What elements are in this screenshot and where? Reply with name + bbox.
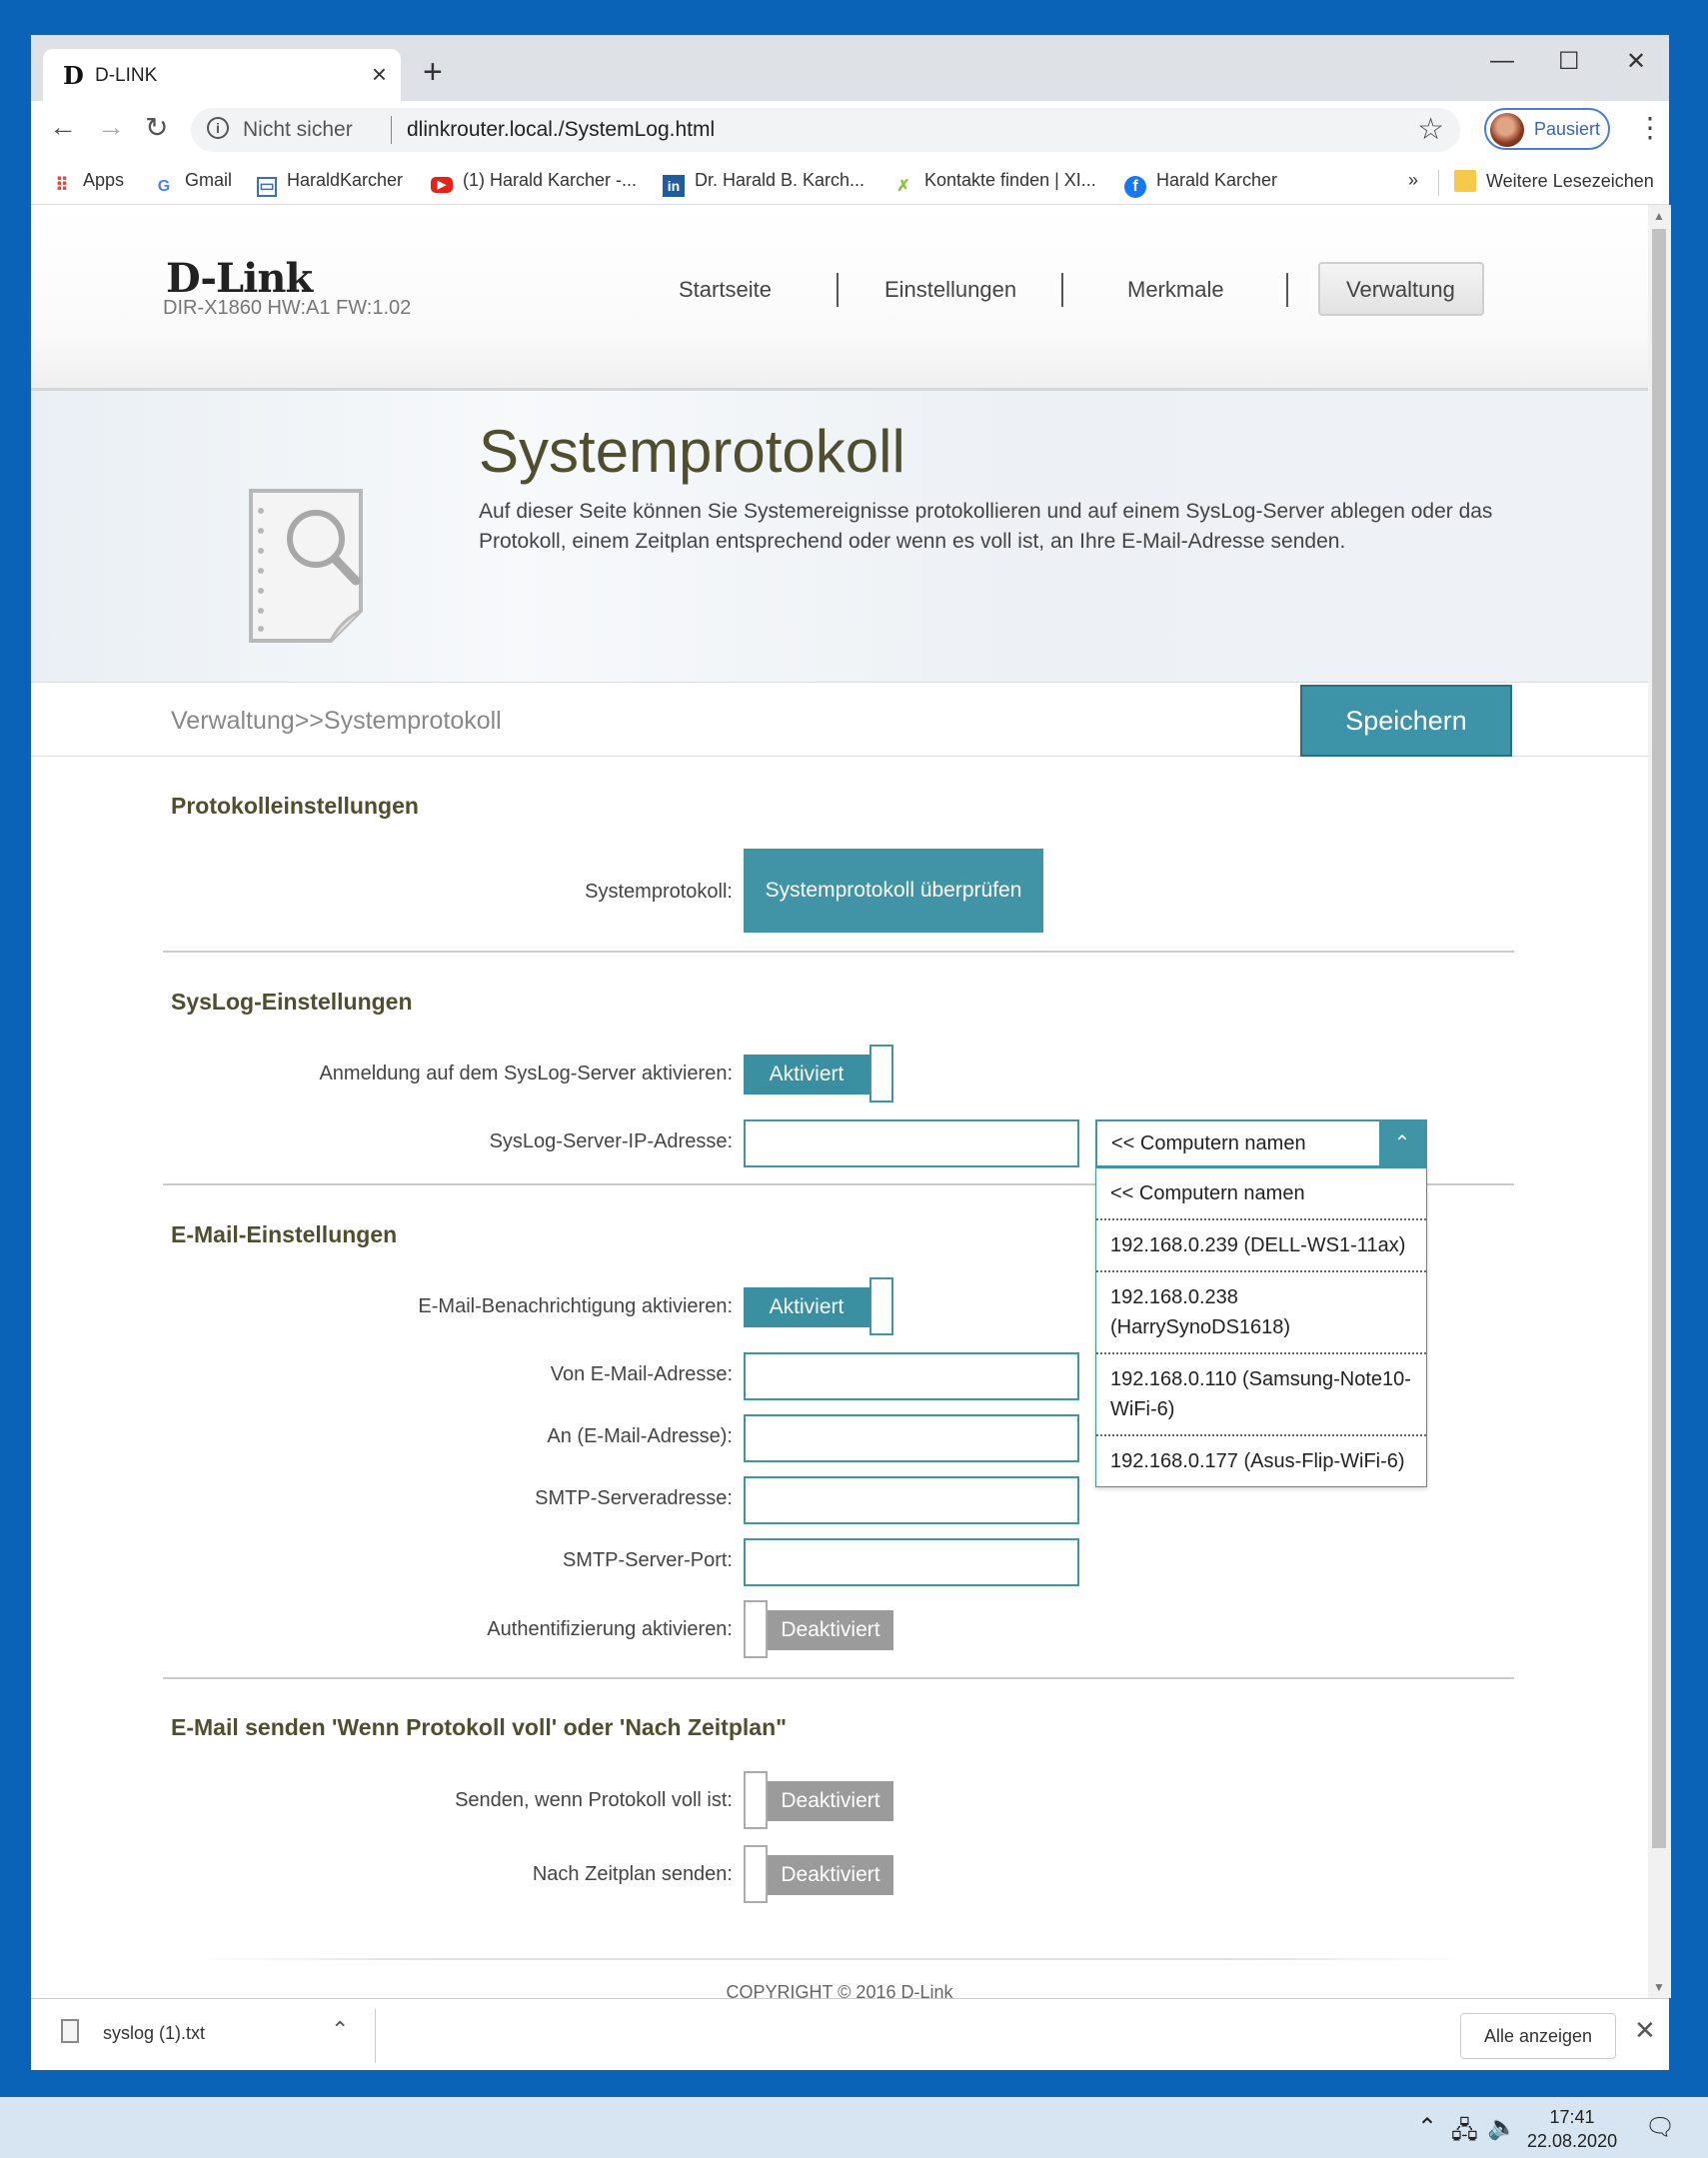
bookmark-facebook[interactable]: f Harald Karcher — [1124, 170, 1277, 198]
bookmark-xing[interactable]: ✗ Kontakte finden | XI... — [892, 170, 1096, 198]
tray-chevron-icon[interactable]: ⌃ — [1417, 2114, 1438, 2141]
dropdown-option[interactable]: << Computern namen — [1096, 1168, 1426, 1220]
nav-startseite[interactable]: Startseite — [679, 277, 772, 302]
smtp-port-label: SMTP-Server-Port: — [562, 1549, 733, 1571]
scroll-thumb[interactable] — [1652, 229, 1666, 1848]
bookmarks-divider — [1438, 170, 1439, 196]
auth-label: Authentifizierung aktivieren: — [487, 1618, 733, 1640]
page-scrollbar[interactable] — [1648, 205, 1671, 1998]
toggle-state: Deaktiviert — [768, 1781, 893, 1821]
profile-status: Pausiert — [1534, 119, 1601, 139]
email-to-input[interactable] — [744, 1414, 1079, 1462]
toggle-state: Deaktiviert — [768, 1610, 893, 1650]
smtp-server-input[interactable] — [744, 1476, 1079, 1524]
dropdown-option[interactable]: 192.168.0.110 (Samsung-Note10-WiFi-6) — [1096, 1354, 1426, 1436]
toggle-state: Deaktiviert — [768, 1855, 893, 1895]
url-text[interactable]: dlinkrouter.local./SystemLog.html — [407, 118, 716, 141]
bookmark-other-folder[interactable]: Weitere Lesezeichen — [1454, 170, 1654, 192]
tab-close-icon[interactable]: × — [371, 59, 387, 89]
systemlog-label: Systemprotokoll: — [585, 881, 733, 903]
system-clock[interactable] — [1527, 2105, 1617, 2153]
section-title-log: Protokolleinstellungen — [171, 793, 419, 819]
email-notify-toggle[interactable] — [744, 1277, 893, 1335]
smtp-server-label: SMTP-Serveradresse: — [535, 1487, 733, 1509]
section-divider — [163, 1677, 1514, 1679]
toggle-state: Aktiviert — [744, 1287, 869, 1327]
hero-banner — [31, 391, 1648, 683]
notification-icon[interactable]: 🗨 — [1645, 2114, 1676, 2141]
section-title-email: E-Mail-Einstellungen — [171, 1221, 398, 1247]
bookmarks-bar — [31, 161, 1669, 205]
network-icon[interactable]: 🖧 — [1451, 2117, 1478, 2144]
email-notify-label: E-Mail-Benachrichtigung aktivieren: — [418, 1295, 733, 1317]
bookmark-gmail[interactable]: G Gmail — [153, 170, 232, 198]
download-filename[interactable]: syslog (1).txt — [103, 2023, 206, 2043]
section-divider — [163, 951, 1514, 953]
syslog-ip-input[interactable] — [744, 1119, 1079, 1167]
breadcrumb: Verwaltung>>Systemprotokoll — [171, 707, 502, 735]
clock-time: 17:41 — [1549, 2107, 1595, 2127]
save-button[interactable]: Speichern — [1300, 685, 1512, 757]
document-search-icon — [231, 481, 371, 651]
send-schedule-toggle[interactable] — [744, 1845, 893, 1903]
browser-menu-icon[interactable]: ⋮ — [1636, 112, 1664, 143]
send-full-label: Senden, wenn Protokoll voll ist: — [455, 1789, 733, 1811]
maximize-icon[interactable]: ☐ — [1558, 48, 1580, 75]
show-all-downloads-button[interactable]: Alle anzeigen — [1460, 2013, 1616, 2059]
scroll-down-icon[interactable]: ▼ — [1653, 1980, 1665, 1994]
nav-einstellungen[interactable]: Einstellungen — [884, 277, 1017, 302]
tab-strip — [31, 35, 1669, 101]
dropdown-option[interactable]: 192.168.0.239 (DELL-WS1-11ax) — [1096, 1220, 1426, 1272]
facebook-icon: f — [1124, 176, 1146, 198]
chevron-up-icon[interactable]: ⌃ — [1379, 1121, 1425, 1165]
bookmark-youtube[interactable]: ▶ (1) Harald Karcher -... — [431, 170, 637, 193]
email-from-input[interactable] — [744, 1352, 1079, 1400]
folder-icon — [1454, 170, 1476, 192]
bookmark-apps[interactable]: ⠿ Apps — [51, 170, 124, 196]
file-icon — [61, 2019, 79, 2043]
security-label: Nicht sicher — [243, 118, 353, 141]
dlink-favicon-icon: D — [63, 61, 84, 90]
dropdown-option[interactable]: 192.168.0.177 (Asus-Flip-WiFi-6) — [1110, 1450, 1405, 1472]
syslog-ip-label: SysLog-Server-IP-Adresse: — [489, 1130, 733, 1152]
new-tab-icon[interactable]: + — [423, 53, 443, 91]
windows-taskbar — [0, 2097, 1708, 2158]
router-header — [31, 205, 1648, 391]
footer-divider — [191, 1958, 1470, 1960]
syslog-enable-label: Anmeldung auf dem SysLog-Server aktivieren: — [319, 1063, 733, 1084]
bookmark-haraldkarcher[interactable]: ▭ HaraldKarcher — [257, 170, 403, 197]
tab-title: D-LINK — [95, 65, 158, 86]
tab-dlink[interactable] — [43, 49, 401, 101]
router-model: DIR-X1860 HW:A1 FW:1.02 — [163, 297, 412, 319]
toggle-knob — [744, 1600, 768, 1658]
computer-name-dropdown[interactable] — [1095, 1119, 1427, 1167]
dropdown-selected: << Computern namen — [1111, 1132, 1306, 1154]
dropdown-option[interactable]: 192.168.0.238 (HarrySynoDS1618) — [1096, 1272, 1426, 1354]
page-description: Auf dieser Seite können Sie Systemereignisse protokollieren und auf einem SysLog-Server ablegen oder das Protokoll, einem Zeitplan entsprechend oder wenn es voll ist, an Ihre E-Mail-Adresse senden. — [479, 500, 1493, 553]
dropdown-list — [1095, 1167, 1427, 1487]
nav-merkmale[interactable]: Merkmale — [1127, 277, 1224, 302]
check-systemlog-button[interactable]: Systemprotokoll überprüfen — [744, 849, 1043, 933]
volume-icon[interactable]: 🔈 — [1487, 2114, 1517, 2141]
nav-divider — [837, 273, 839, 307]
address-toolbar — [31, 101, 1669, 161]
page-icon: ▭ — [257, 177, 277, 197]
toggle-knob — [744, 1771, 768, 1829]
send-schedule-label: Nach Zeitplan senden: — [532, 1863, 733, 1885]
nav-verwaltung-label: Verwaltung — [1346, 277, 1455, 302]
page-content — [31, 205, 1648, 1998]
linkedin-icon: in — [663, 175, 685, 197]
bookmark-linkedin[interactable]: in Dr. Harald B. Karch... — [663, 170, 864, 197]
nav-divider — [1061, 273, 1063, 307]
minimize-icon[interactable]: — — [1490, 47, 1514, 74]
xing-icon: ✗ — [896, 178, 910, 195]
syslog-enable-toggle[interactable] — [744, 1045, 893, 1102]
smtp-port-input[interactable] — [744, 1538, 1079, 1586]
auth-toggle[interactable] — [744, 1600, 893, 1658]
close-window-icon[interactable]: ✕ — [1626, 48, 1647, 75]
address-bar[interactable] — [191, 108, 1460, 152]
browser-window — [30, 34, 1670, 2069]
toggle-state: Aktiviert — [744, 1055, 869, 1094]
section-title-send: E-Mail senden 'Wenn Protokoll voll' oder 'Nach Zeitplan" — [171, 1714, 788, 1740]
breadcrumb-bar — [31, 683, 1648, 757]
nav-divider — [1286, 273, 1288, 307]
scroll-up-icon[interactable]: ▲ — [1653, 209, 1665, 223]
back-icon[interactable]: ← — [49, 111, 77, 142]
forward-icon[interactable]: → — [97, 111, 125, 142]
toggle-knob — [869, 1277, 893, 1335]
apps-grid-icon: ⠿ — [55, 175, 69, 195]
reload-icon[interactable]: ↻ — [145, 112, 169, 143]
dlink-logo: D-Link — [166, 255, 313, 302]
bookmark-star-icon[interactable]: ☆ — [1417, 113, 1444, 146]
avatar — [1490, 113, 1524, 147]
email-from-label: Von E-Mail-Adresse: — [550, 1363, 733, 1385]
email-to-label: An (E-Mail-Adresse): — [547, 1425, 733, 1447]
google-icon: G — [157, 178, 171, 195]
omnibox-divider — [391, 116, 392, 144]
info-icon[interactable]: i — [207, 117, 229, 139]
clock-date: 22.08.2020 — [1527, 2131, 1618, 2151]
chevron-up-icon[interactable]: ⌃ — [331, 2017, 350, 2042]
section-title-syslog: SysLog-Einstellungen — [171, 989, 413, 1015]
copyright: COPYRIGHT © 2016 D-Link — [726, 1982, 953, 1998]
bookmarks-overflow-icon[interactable]: » — [1408, 170, 1419, 190]
page-title: Systemprotokoll — [479, 418, 905, 485]
toggle-knob — [869, 1045, 893, 1102]
youtube-icon: ▶ — [431, 177, 453, 193]
profile-button[interactable] — [1484, 108, 1610, 150]
download-divider — [375, 2009, 376, 2063]
send-full-toggle[interactable] — [744, 1771, 893, 1829]
download-bar — [31, 1998, 1669, 2070]
toggle-knob — [744, 1845, 768, 1903]
close-icon[interactable]: ✕ — [1634, 2015, 1656, 2045]
